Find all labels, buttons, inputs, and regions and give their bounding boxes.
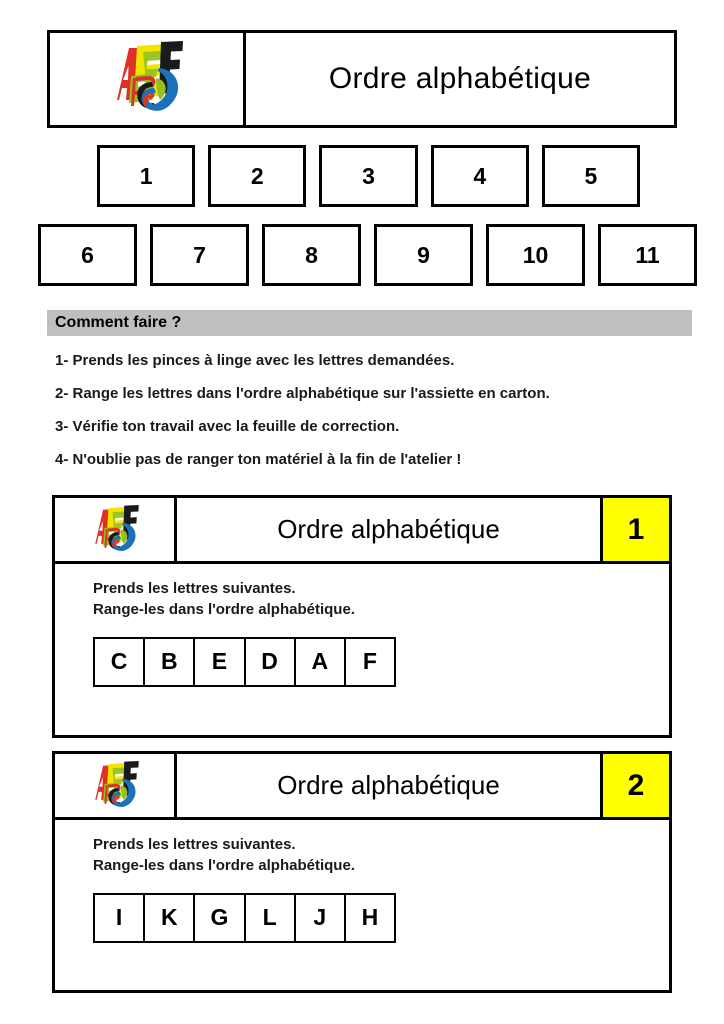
number-box[interactable]: 11 xyxy=(598,224,697,286)
letter-box[interactable]: D xyxy=(246,639,296,685)
exercise-card-1 xyxy=(52,495,672,738)
letter-box[interactable]: A xyxy=(296,639,346,685)
number-box[interactable]: 7 xyxy=(150,224,249,286)
abc-letters-logo-icon xyxy=(86,758,144,814)
card-logo-cell xyxy=(55,754,177,817)
card-body xyxy=(55,564,669,687)
howto-step: 1- Prends les pinces à linge avec les lettres demandées. xyxy=(55,352,455,369)
number-box-row-1 xyxy=(97,145,640,207)
number-box[interactable]: 1 xyxy=(97,145,195,207)
card-title: Ordre alphabétique xyxy=(277,770,500,800)
letters-row xyxy=(93,893,396,943)
letter-box[interactable]: F xyxy=(362,648,377,675)
howto-step: 4- N'oublie pas de ranger ton matériel à la fin de l'atelier ! xyxy=(55,451,462,468)
number-box[interactable]: 4 xyxy=(431,145,529,207)
letter-box[interactable]: G xyxy=(195,895,245,941)
letter-box[interactable]: H xyxy=(361,904,379,931)
howto-banner xyxy=(47,310,692,336)
card-title-cell xyxy=(177,498,603,561)
letter-box[interactable]: E xyxy=(195,639,245,685)
number-box[interactable]: 8 xyxy=(262,224,361,286)
abc-letters-logo-icon xyxy=(86,502,144,558)
number-box[interactable]: 9 xyxy=(374,224,473,286)
howto-step: 3- Vérifie ton travail avec la feuille de correction. xyxy=(55,418,400,435)
number-box[interactable]: 10 xyxy=(486,224,585,286)
card-instruction-line-1: Prends les lettres suivantes. xyxy=(93,836,296,853)
howto-step: 2- Range les lettres dans l'ordre alphabétique sur l'assiette en carton. xyxy=(55,385,550,402)
letter-box[interactable]: L xyxy=(246,895,296,941)
letter-box[interactable]: K xyxy=(145,895,195,941)
number-box[interactable]: 3 xyxy=(319,145,417,207)
card-title: Ordre alphabétique xyxy=(277,514,500,544)
letter-box[interactable]: B xyxy=(145,639,195,685)
page-title: Ordre alphabétique xyxy=(328,62,592,95)
card-logo-cell xyxy=(55,498,177,561)
number-box[interactable]: 6 xyxy=(38,224,137,286)
letter-box[interactable]: C xyxy=(95,639,145,685)
letters-row xyxy=(93,637,396,687)
card-header xyxy=(55,754,669,820)
card-badge-number: 1 xyxy=(627,512,645,546)
letter-box[interactable]: J xyxy=(296,895,346,941)
card-badge-number: 2 xyxy=(627,768,645,802)
howto-banner-label: Comment faire ? xyxy=(55,314,182,331)
howto-steps-list xyxy=(55,352,695,484)
card-instruction-line-2: Range-les dans l'ordre alphabétique. xyxy=(93,857,355,875)
header-title-cell xyxy=(246,33,674,125)
number-box-row-2 xyxy=(38,224,697,286)
number-box[interactable]: 2 xyxy=(208,145,306,207)
letter-box[interactable]: I xyxy=(95,895,145,941)
card-body xyxy=(55,820,669,943)
exercise-card-2 xyxy=(52,751,672,993)
card-header xyxy=(55,498,669,564)
header-logo-cell xyxy=(50,33,246,125)
card-number-badge xyxy=(603,498,669,561)
card-instruction-line-1: Prends les lettres suivantes. xyxy=(93,580,296,597)
card-instruction-line-2: Range-les dans l'ordre alphabétique. xyxy=(93,601,355,619)
number-box[interactable]: 5 xyxy=(542,145,640,207)
card-number-badge xyxy=(603,754,669,817)
card-title-cell xyxy=(177,754,603,817)
page-header xyxy=(47,30,677,128)
abc-letters-logo-icon xyxy=(103,38,191,120)
